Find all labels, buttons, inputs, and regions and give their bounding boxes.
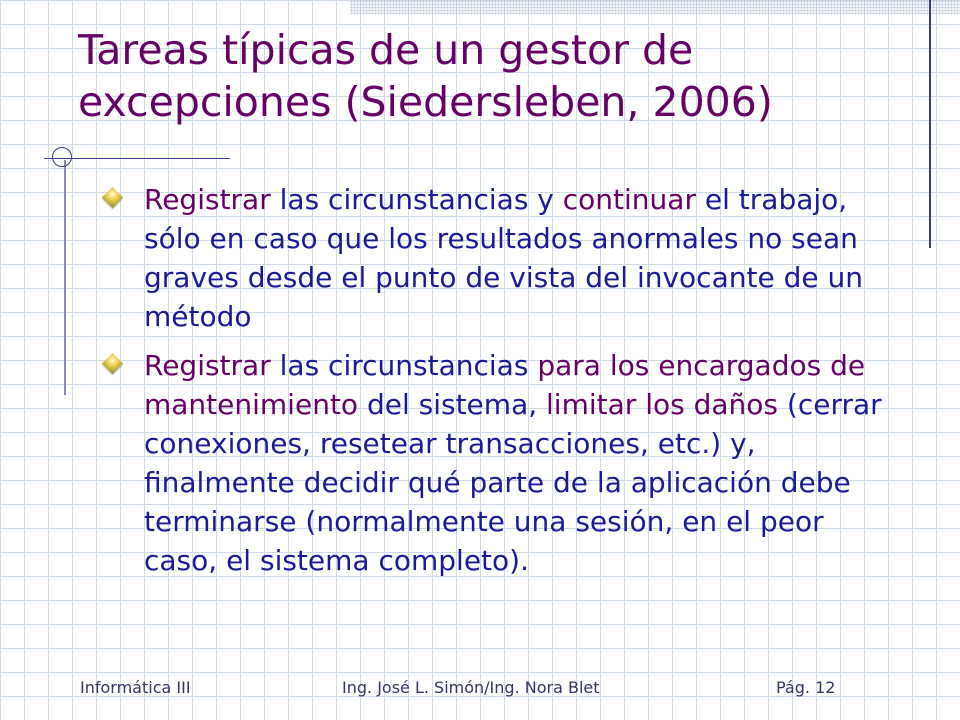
bullet-list (100, 180, 900, 590)
dotted-header-band (350, 0, 960, 14)
bullet-1-part-2: las circunstancias y (270, 183, 563, 216)
bullet-item-1 (100, 180, 900, 336)
footer-page-number: Pág. 12 (776, 678, 836, 697)
bullet-2-part-2: las circunstancias (270, 349, 538, 382)
diamond-bullet-icon (102, 353, 123, 374)
bullet-1-part-3: continuar (562, 183, 696, 216)
diamond-bullet-icon (102, 187, 123, 208)
slide-title: Tareas típicas de un gestor de excepciones (Siedersleben, 2006) (78, 26, 773, 126)
crosshair-circle-icon (52, 147, 72, 167)
bullet-2-part-4: del sistema, (358, 388, 547, 421)
decorative-vertical-line-left (64, 160, 66, 395)
bullet-2-part-6: (cerrar conexiones, resetear transacciones, etc.) y, finalmente decidir qué parte de la aplicación debe terminarse (normalmente una sesión, en el peor caso, el sistema completo). (144, 388, 882, 577)
bullet-2-part-1: Registrar (144, 349, 271, 382)
bullet-1-part-1: Registrar (144, 183, 271, 216)
bullet-text-1 (144, 180, 900, 336)
footer-course: Informática III (80, 678, 191, 697)
bullet-item-2 (100, 346, 900, 580)
footer-authors: Ing. José L. Simón/Ing. Nora Blet (342, 678, 600, 697)
bullet-1-part-4: el trabajo, sólo en caso que los resultados anormales no sean graves desde el punto de vista del invocante de un método (144, 183, 863, 333)
bullet-2-part-3: para los encargados de mantenimiento (144, 349, 866, 421)
decorative-vertical-line-right (929, 0, 931, 248)
bullet-2-part-5: limitar los daños (546, 388, 778, 421)
bullet-text-2 (144, 346, 900, 580)
